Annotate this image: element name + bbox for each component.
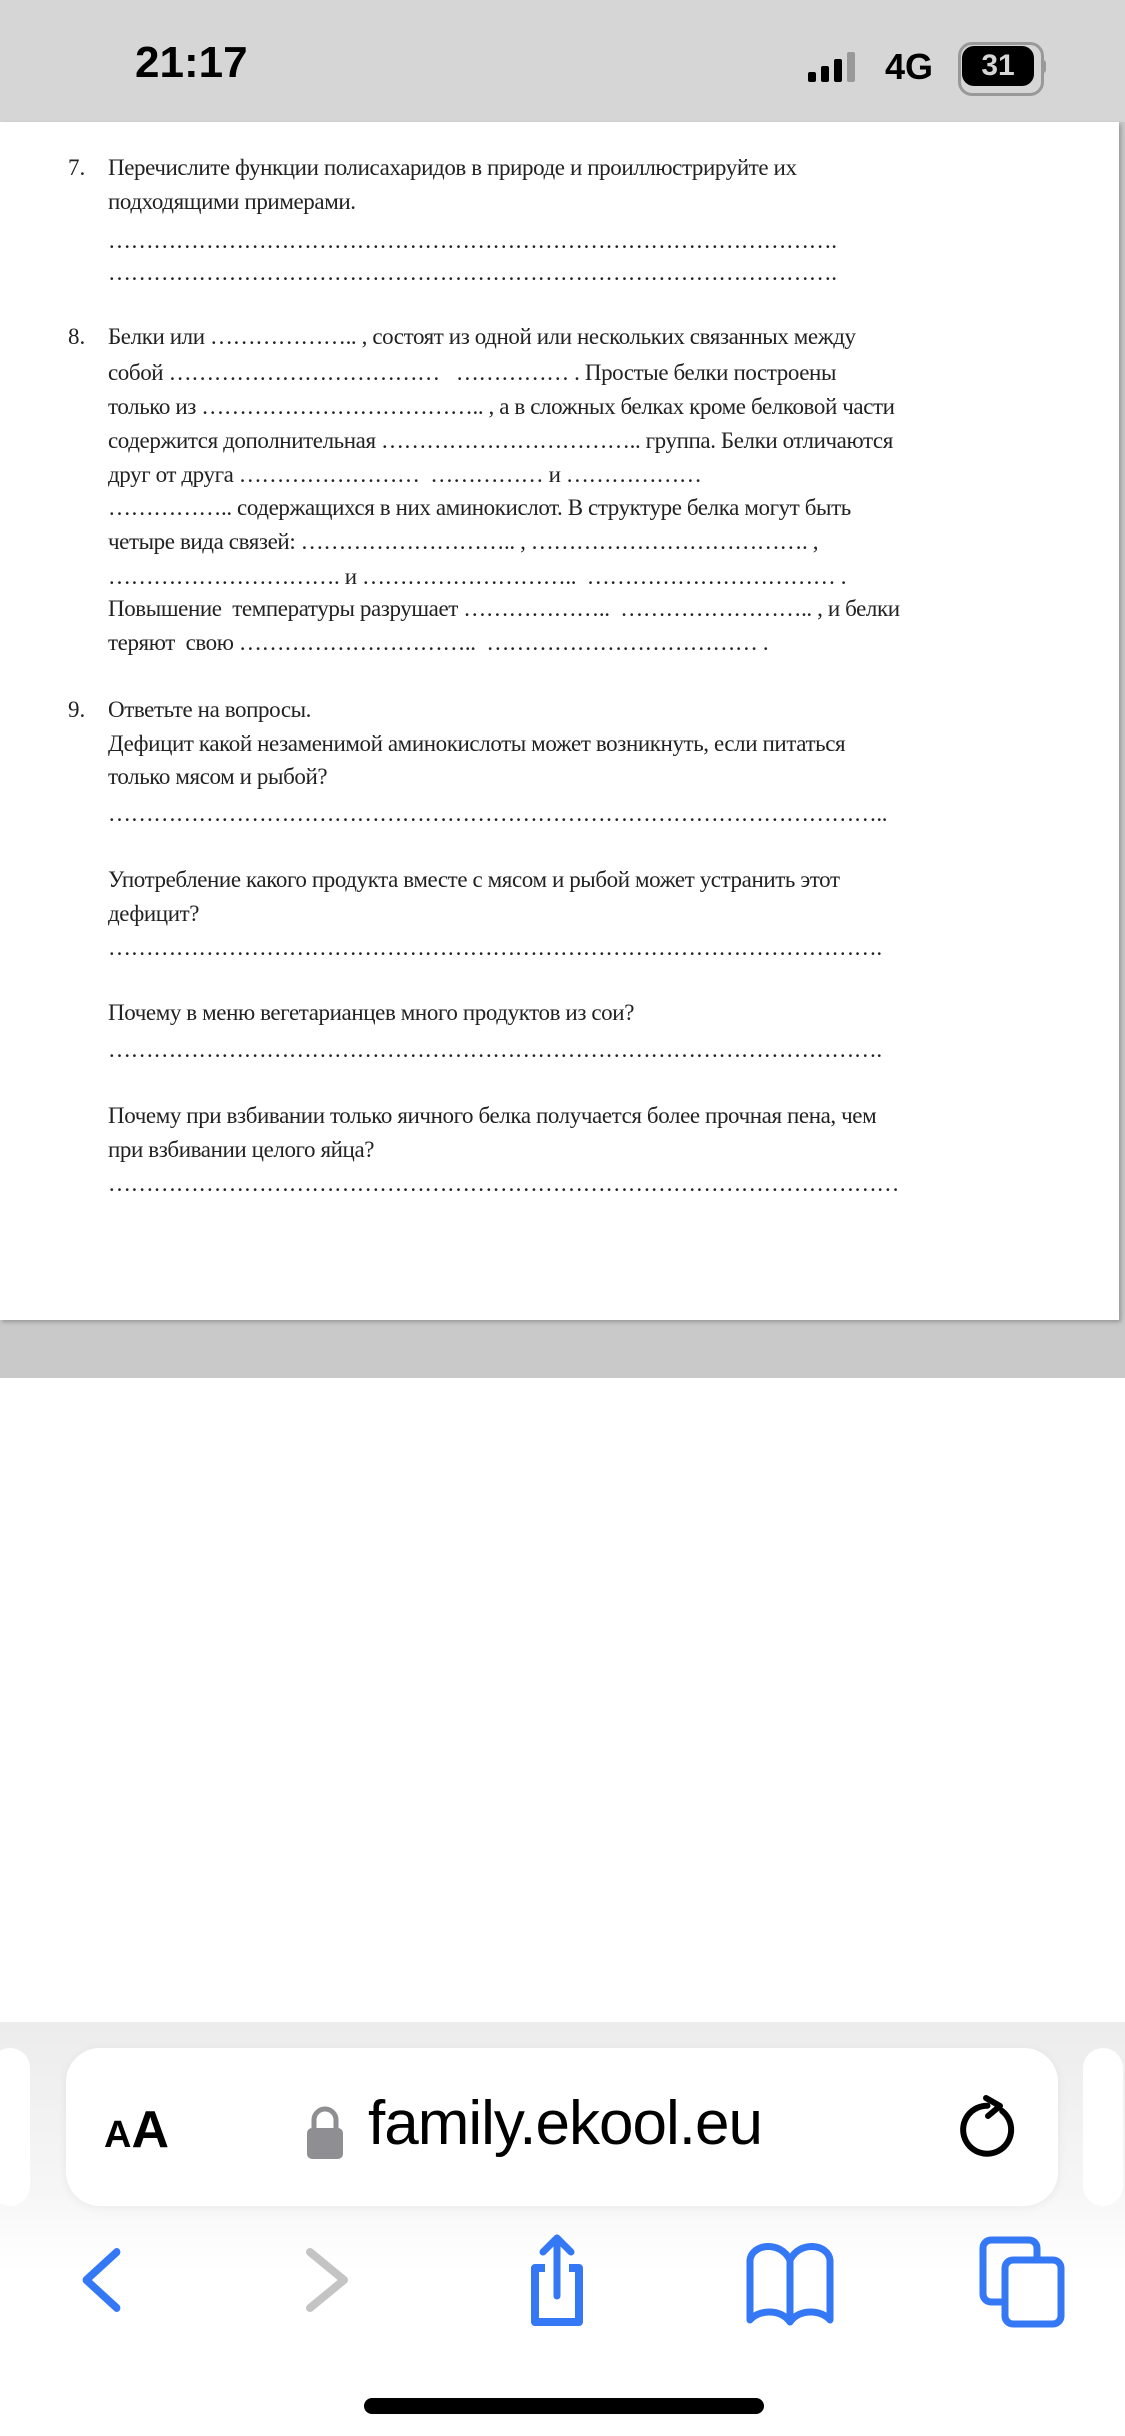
question-text: Повышение температуры разрушает ……………….. …………………….. , и белки — [108, 596, 900, 621]
question-text: …………….. содержащихся в них аминокислот. В структуре белка могут быть — [108, 495, 851, 520]
address-bar[interactable] — [66, 2048, 1058, 2206]
document-page-next[interactable] — [0, 1378, 1125, 2022]
back-icon[interactable] — [50, 2230, 150, 2330]
network-type: 4G — [885, 46, 934, 87]
question-number: 9. — [68, 697, 86, 722]
share-icon[interactable] — [507, 2230, 607, 2330]
clock: 21:17 — [135, 38, 248, 87]
next-tab-preview[interactable] — [1083, 2048, 1123, 2206]
question-text: при взбивании целого яйца? — [108, 1137, 375, 1162]
answer-line: ………………………………………………………………………………………….. — [108, 801, 888, 826]
question-text: Дефицит какой незаменимой аминокислоты может возникнуть, если питаться — [108, 731, 846, 756]
reload-icon[interactable] — [956, 2092, 1026, 2162]
question-text: теряют свою ………………………….. ……………………………… . — [108, 630, 769, 655]
lock-icon — [306, 2104, 344, 2160]
question-text: …………………………. и ……………………….. …………………………… . — [108, 564, 847, 589]
question-text: Употребление какого продукта вместе с мясом и рыбой может устранить этот — [108, 867, 840, 892]
question-text: дефицит? — [108, 901, 200, 926]
question-text: только мясом и рыбой? — [108, 764, 328, 789]
forward-icon[interactable] — [280, 2230, 380, 2330]
status-bar — [0, 0, 1125, 122]
text-size-button[interactable]: AA — [104, 2101, 170, 2159]
question-text: Перечислите функции полисахаридов в природе и проиллюстрируйте их — [108, 155, 797, 180]
question-text: только из ……………………………….. , а в сложных белках кроме белковой части — [108, 394, 895, 419]
question-text: Почему в меню вегетарианцев много продуктов из сои? — [108, 1000, 634, 1025]
answer-line: …………………………………………………………………………………………. — [108, 935, 882, 960]
answer-line: ……………………………………………………………………………………. — [108, 260, 837, 285]
home-indicator[interactable] — [364, 2398, 764, 2414]
answer-line: ……………………………………………………………………………………. — [108, 228, 837, 253]
question-text: четыре вида связей: ……………………….. , ………………………………. , — [108, 529, 819, 554]
question-text: друг от друга …………………… …………… и ……………… — [108, 462, 702, 487]
question-number: 7. — [68, 155, 86, 180]
battery-icon: 31 — [962, 46, 1034, 86]
tabs-icon[interactable] — [975, 2230, 1075, 2330]
question-text: содержится дополнительная …………………………….. группа. Белки отличаются — [108, 428, 893, 453]
url-text[interactable]: family.ekool.eu — [368, 2089, 762, 2158]
answer-line: …………………………………………………………………………………………… — [108, 1171, 900, 1196]
document-page[interactable] — [0, 122, 1119, 1320]
question-text: Почему при взбивании только яичного белка получается более прочная пена, чем — [108, 1103, 877, 1128]
bookmarks-icon[interactable] — [740, 2230, 840, 2330]
previous-tab-preview[interactable] — [0, 2048, 30, 2206]
question-text: Белки или ……………….. , состоят из одной или нескольких связанных между — [108, 324, 856, 349]
question-text: собой ……………………………… …………… . Простые белки построены — [108, 360, 837, 385]
question-number: 8. — [68, 324, 86, 349]
question-title: Ответьте на вопросы. — [108, 697, 312, 722]
answer-line: …………………………………………………………………………………………. — [108, 1037, 882, 1062]
signal-icon — [808, 52, 855, 82]
question-text: подходящими примерами. — [108, 189, 356, 214]
